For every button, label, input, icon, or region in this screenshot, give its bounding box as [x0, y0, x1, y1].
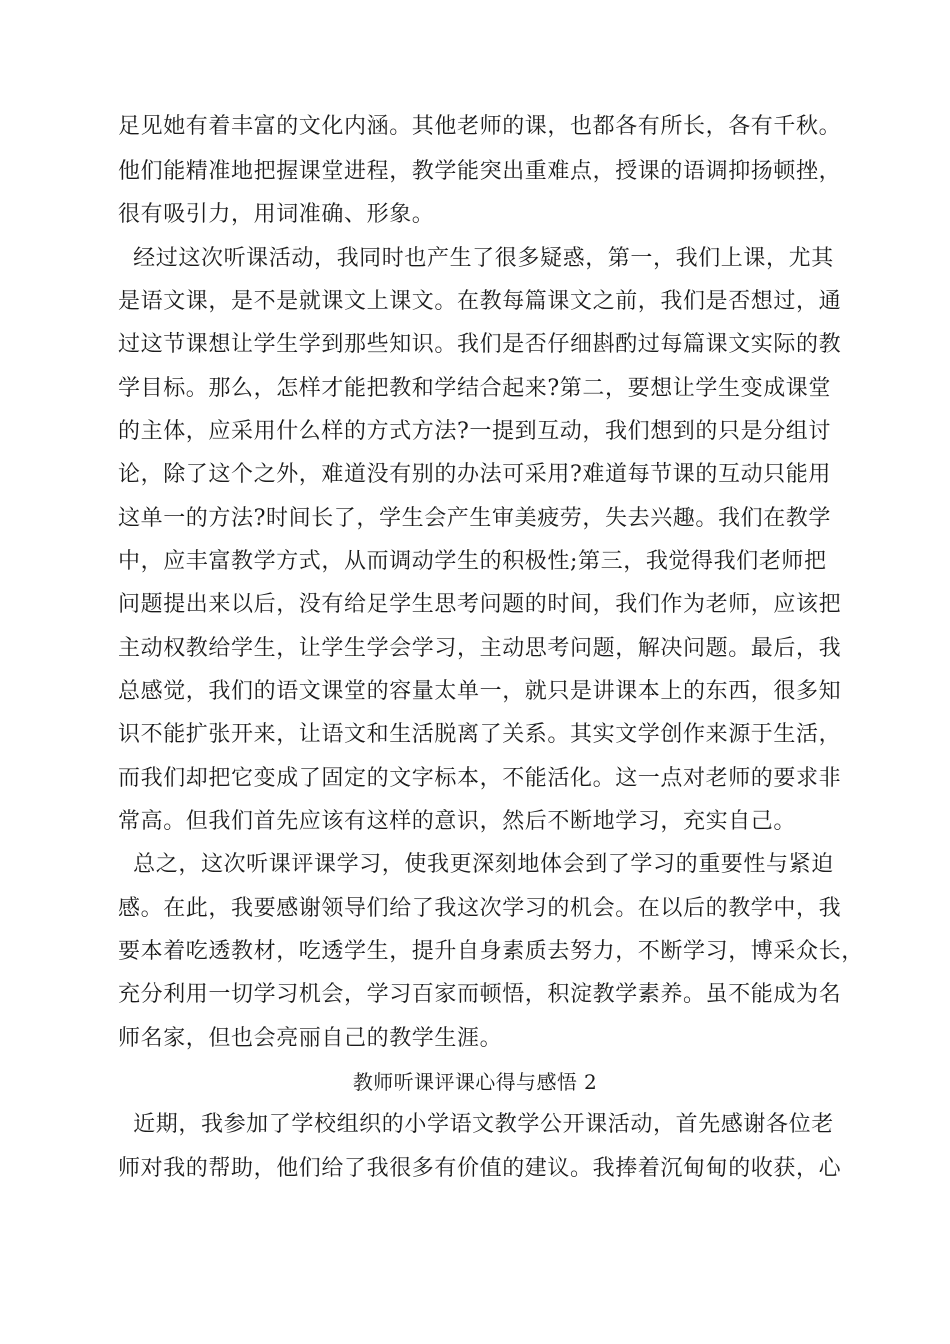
text-line: 充分利用一切学习机会，学习百家而顿悟，积淀教学素养。虽不能成为名 [118, 982, 842, 1007]
text-line: 足见她有着丰富的文化内涵。其他老师的课，也都各有所长，各有千秋。 [118, 114, 842, 139]
text-line: 的主体，应采用什么样的方式方法?一提到互动，我们想到的只是分组讨 [118, 419, 831, 444]
text-line: 感。在此，我要感谢领导们给了我这次学习的机会。在以后的教学中，我 [118, 896, 842, 921]
text-line: 师对我的帮助，他们给了我很多有价值的建议。我捧着沉甸甸的收获，心 [118, 1156, 842, 1181]
text-line: 主动权教给学生，让学生学会学习，主动思考问题，解决问题。最后，我 [118, 636, 842, 661]
text-line: 很有吸引力，用词准确、形象。 [118, 202, 435, 227]
text-line: 师名家，但也会亮丽自己的教学生涯。 [118, 1026, 503, 1051]
text-line: 他们能精准地把握课堂进程，教学能突出重难点，授课的语调抑扬顿挫， [118, 159, 842, 184]
text-line: 过这节课想让学生学到那些知识。我们是否仔细斟酌过每篇课文实际的教 [118, 332, 842, 357]
text-line: 论，除了这个之外，难道没有别的办法可采用?难道每节课的互动只能用 [118, 462, 831, 487]
text-line: 而我们却把它变成了固定的文字标本，不能活化。这一点对老师的要求非 [118, 766, 842, 791]
section-title: 教师听课评课心得与感悟 2 [352, 1070, 598, 1094]
text-line: 中，应丰富教学方式，从而调动学生的积极性;第三，我觉得我们老师把 [118, 549, 827, 574]
text-line: 常高。但我们首先应该有这样的意识，然后不断地学习，充实自己。 [118, 809, 797, 834]
text-line: 这单一的方法?时间长了，学生会产生审美疲劳，失去兴趣。我们在教学 [118, 506, 831, 531]
text-line: 总感觉，我们的语文课堂的容量太单一，就只是讲课本上的东西，很多知 [118, 679, 842, 704]
text-line: 学目标。那么，怎样才能把教和学结合起来?第二，要想让学生变成课堂 [118, 376, 831, 401]
text-line: 总之，这次听课评课学习，使我更深刻地体会到了学习的重要性与紧迫 [118, 852, 834, 877]
text-line: 近期，我参加了学校组织的小学语文教学公开课活动，首先感谢各位老 [118, 1112, 834, 1137]
text-line: 问题提出来以后，没有给足学生思考问题的时间，我们作为老师，应该把 [118, 592, 842, 617]
text-line: 经过这次听课活动，我同时也产生了很多疑惑，第一，我们上课，尤其 [118, 246, 834, 271]
text-line: 识不能扩张开来，让语文和生活脱离了关系。其实文学创作来源于生活， [118, 722, 842, 747]
text-line: 是语文课，是不是就课文上课文。在教每篇课文之前，我们是否想过，通 [118, 289, 842, 314]
text-line: 要本着吃透教材，吃透学生，提升自身素质去努力，不断学习，博采众长， [118, 939, 864, 964]
